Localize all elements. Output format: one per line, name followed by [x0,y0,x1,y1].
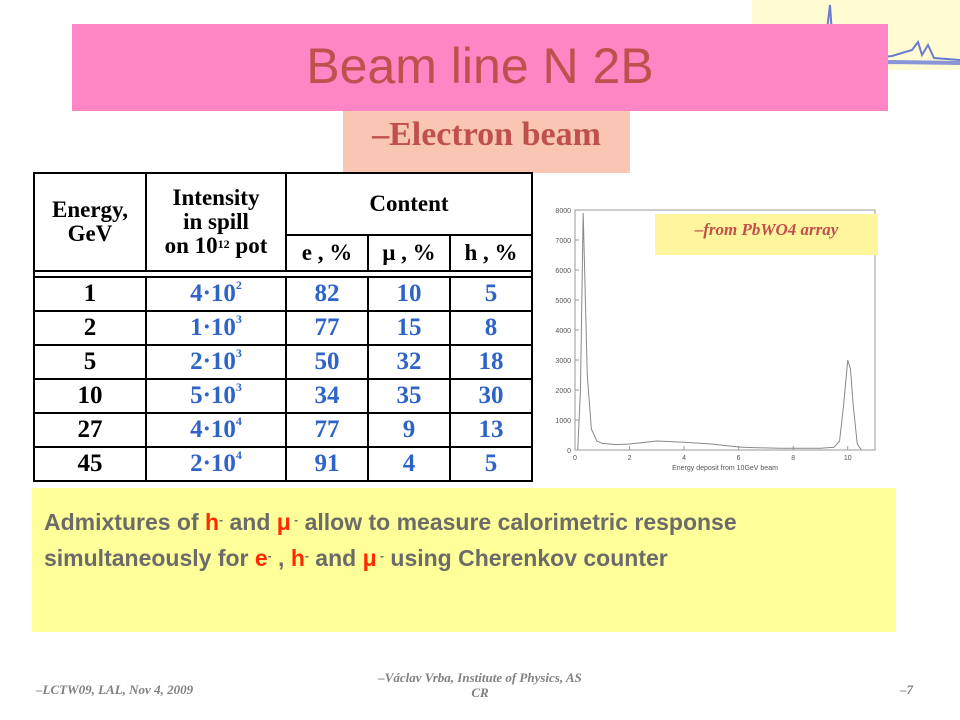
summary-line-1 [44,504,892,540]
cell-intensity [146,345,286,379]
intensity-base: 4·10 [190,280,236,307]
y-tick-label: 7000 [555,238,571,245]
summary-text-part: Admixtures of [44,509,206,535]
x-axis-label: Energy deposit from 10GeV beam [672,465,778,472]
summary-mu-sup: - [376,549,384,563]
y-tick-label: 6000 [555,268,571,275]
header-intensity [146,173,286,271]
intensity-base: 5·10 [190,382,236,409]
cell-e: 50 [286,345,368,379]
x-tick-label: 4 [682,455,687,462]
table-body [34,277,532,481]
cell-e: 82 [286,277,368,311]
y-tick-label: 8000 [555,208,571,215]
intensity-exp: 4 [235,448,242,462]
summary-h-sup: - [304,549,309,563]
table-row [34,379,532,413]
x-tick-label: 2 [627,455,632,462]
cell-mu: 9 [368,413,450,447]
summary-text-part: , [271,545,291,571]
x-tick-label: 0 [573,455,577,462]
y-tick-label: 3000 [555,358,571,365]
table-row [34,345,532,379]
plot-note: –from PbWO4 array [694,220,839,239]
cell-h: 18 [450,345,532,379]
slide-subtitle: –Electron beam [372,116,601,153]
beam-table [33,172,533,482]
cell-energy: 5 [34,345,146,379]
y-tick-label: 0 [567,448,571,455]
footer-right: –7 [900,682,913,697]
footer-center [300,670,660,700]
summary-h: h [205,509,220,535]
cell-energy: 27 [34,413,146,447]
intensity-exp: 3 [235,312,242,326]
footer-center-line1: –Václav Vrba, Institute of Physics, AS [378,670,582,685]
cell-mu: 15 [368,311,450,345]
header-content: Content [286,173,532,235]
intensity-exp: 3 [235,380,242,394]
cell-intensity [146,447,286,481]
intensity-base: 4·10 [190,416,236,443]
header-energy: Energy, GeV [34,173,146,271]
cell-h: 8 [450,311,532,345]
summary-line-2 [44,540,892,576]
header-e: e , % [286,235,368,271]
summary-mu: μ [362,545,377,571]
table-row [34,413,532,447]
header-intensity-line2: in spill [183,209,249,234]
table-row [34,311,532,345]
cell-e: 91 [286,447,368,481]
cell-intensity [146,413,286,447]
cell-e: 77 [286,311,368,345]
cell-e: 34 [286,379,368,413]
summary-mu: μ [276,509,291,535]
summary-text [44,504,892,576]
cell-h: 5 [450,447,532,481]
cell-intensity [146,311,286,345]
cell-intensity [146,379,286,413]
header-intensity-exp: 12 [217,237,230,251]
cell-mu: 4 [368,447,450,481]
slide-title: Beam line N 2B [306,38,654,94]
summary-text-part: and [223,509,277,535]
intensity-exp: 2 [235,278,242,292]
summary-h: h [290,545,305,571]
cell-h: 13 [450,413,532,447]
footer-left: –LCTW09, LAL, Nov 4, 2009 [36,682,194,697]
intensity-base: 2·10 [190,450,236,477]
y-tick-label: 4000 [555,328,571,335]
cell-h: 5 [450,277,532,311]
summary-text-part: using Cherenkov counter [384,545,668,571]
table-row [34,277,532,311]
summary-e: e [254,545,268,571]
intensity-exp: 4 [235,414,242,428]
cell-mu: 10 [368,277,450,311]
header-intensity-tail: pot [235,233,268,258]
y-tick-label: 5000 [555,298,571,305]
table-row [34,447,532,481]
cell-energy: 2 [34,311,146,345]
cell-energy: 1 [34,277,146,311]
intensity-exp: 3 [235,346,242,360]
x-tick-label: 6 [736,455,741,462]
cell-mu: 32 [368,345,450,379]
header-h: h , % [450,235,532,271]
cell-energy: 10 [34,379,146,413]
cell-e: 77 [286,413,368,447]
summary-e-sup: - [267,549,272,563]
summary-h-sup: - [219,513,224,527]
intensity-base: 1·10 [190,314,236,341]
x-tick-label: 10 [843,455,852,462]
summary-text-part: simultaneously for [44,545,255,571]
cell-h: 30 [450,379,532,413]
summary-text-part: allow to measure calorimetric response [298,509,737,535]
footer-center-line2: CR [471,685,489,700]
header-intensity-line3: on 10 [164,233,218,258]
cell-energy: 45 [34,447,146,481]
x-tick-label: 8 [791,455,796,462]
summary-mu-sup: - [290,513,299,527]
y-tick-label: 1000 [555,418,571,425]
cell-intensity [146,277,286,311]
header-intensity-line1: Intensity [172,185,260,210]
y-tick-label: 2000 [555,388,571,395]
header-mu: μ , % [368,235,450,271]
summary-text-part: and [308,545,363,571]
intensity-base: 2·10 [190,348,236,375]
cell-mu: 35 [368,379,450,413]
